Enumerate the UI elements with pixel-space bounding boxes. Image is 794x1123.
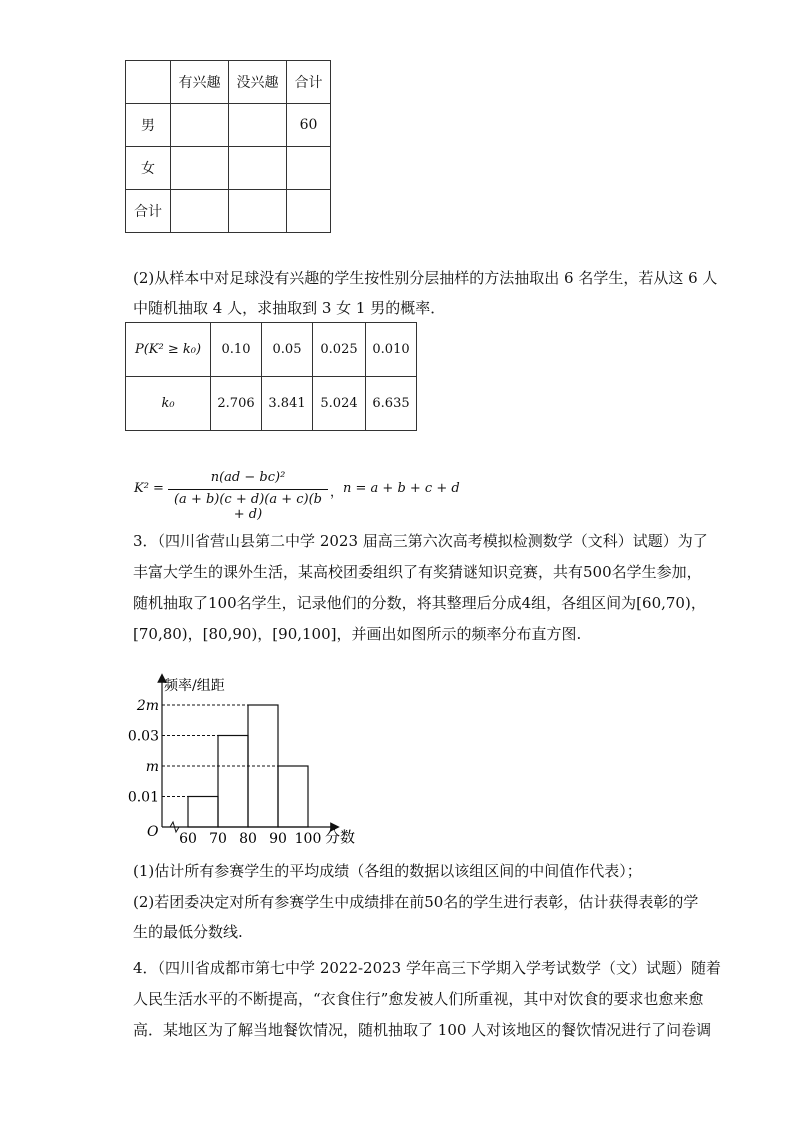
formula-lhs: K² = [134,481,164,496]
interest-table [125,60,331,233]
q3-sub2-line1: (2)若团委决定对所有参赛学生中成绩排在前50名的学生进行表彰，估计获得表彰的学 [133,893,699,911]
formula-rhs: n = a + b + c + d [343,481,460,496]
table-row [126,104,331,147]
table-cell [229,190,287,233]
table-header-cell: 没兴趣 [229,61,287,104]
table-cell [229,104,287,147]
table-cell: 60 [287,104,331,147]
x-tick-label: 70 [209,831,227,847]
table-cell [171,190,229,233]
y-tick-label: 0.01 [127,789,159,806]
x-tick-label: 80 [239,831,257,847]
table-cell [229,147,287,190]
table-row [126,323,417,377]
y-tick-label: 0.03 [127,728,159,745]
row-label: 女 [126,147,171,190]
q3-line3: 随机抽取了100名学生，记录他们的分数，将其整理后分成4组，各组区间为[60,70)， [133,594,706,612]
q4-line2: 人民生活水平的不断提高，“衣食住行”愈发被人们所重视，其中对饮食的要求也愈来愈 [133,990,704,1008]
formula-separator: ， [330,485,344,500]
q3-line2: 丰富大学生的课外生活，某高校团委组织了有奖猜谜知识竞赛，共有500名学生参加， [133,563,702,581]
formula-numerator: n(ad − bc)² [210,470,286,485]
probability-label: P(K² ≥ k₀) [126,323,211,377]
y-tick-label: m [145,759,159,775]
table-cell: 3.841 [262,377,313,431]
q3-sub2-line2: 生的最低分数线. [133,923,243,941]
part2-line1: (2)从样本中对足球没有兴趣的学生按性别分层抽样的方法抽取出 6 名学生，若从这 6 人 [133,269,718,287]
q3-line4: [70,80)，[80,90)，[90,100]，并画出如图所示的频率分布直方图. [133,625,582,643]
frequency-histogram [120,670,380,855]
table-cell: 0.05 [262,323,313,377]
table-cell: 5.024 [313,377,366,431]
table-cell: 0.10 [211,323,262,377]
origin-label: O [147,824,159,840]
histogram-bar [218,736,248,828]
table-row [126,147,331,190]
histogram-bar [188,797,218,828]
formula-denominator: (a + b)(c + d)(a + c)(b + d) [173,492,322,522]
part2-line2: 中随机抽取 4 人，求抽取到 3 女 1 男的概率． [133,299,446,317]
table-cell [287,190,331,233]
table-row [126,61,331,104]
y-axis-label: 频率/组距 [164,678,225,694]
table-cell [171,104,229,147]
table-cell: 6.635 [366,377,417,431]
x-tick-label: 60 [179,831,197,847]
table-row [126,190,331,233]
table-header-cell [126,61,171,104]
y-tick-label: 2m [136,698,159,714]
table-row [126,377,417,431]
q4-line1: 4．（四川省成都市第七中学 2022-2023 学年高三下学期入学考试数学（文）试题）随着 [133,959,721,977]
table-cell: 0.010 [366,323,417,377]
row-label: 合计 [126,190,171,233]
histogram-bar [278,766,308,827]
table-header-cell: 有兴趣 [171,61,229,104]
x-tick-label: 100 [294,831,322,847]
critical-value-label: k₀ [126,377,211,431]
fraction-bar [168,489,328,490]
table-header-cell: 合计 [287,61,331,104]
table-cell [171,147,229,190]
row-label: 男 [126,104,171,147]
table-cell [287,147,331,190]
x-tick-label: 90 [269,831,287,847]
table-cell: 0.025 [313,323,366,377]
q3-sub1: (1)估计所有参赛学生的平均成绩（各组的数据以该组区间的中间值作代表）； [133,862,642,880]
q3-line1: 3．（四川省营山县第二中学 2023 届高三第六次高考模拟检测数学（文科）试题）为了 [133,532,708,550]
q4-line3: 高．某地区为了解当地餐饮情况，随机抽取了 100 人对该地区的餐饮情况进行了问卷调 [133,1021,712,1039]
x-axis-label: 分数 [325,828,356,846]
critical-value-table [125,322,417,431]
table-cell: 2.706 [211,377,262,431]
